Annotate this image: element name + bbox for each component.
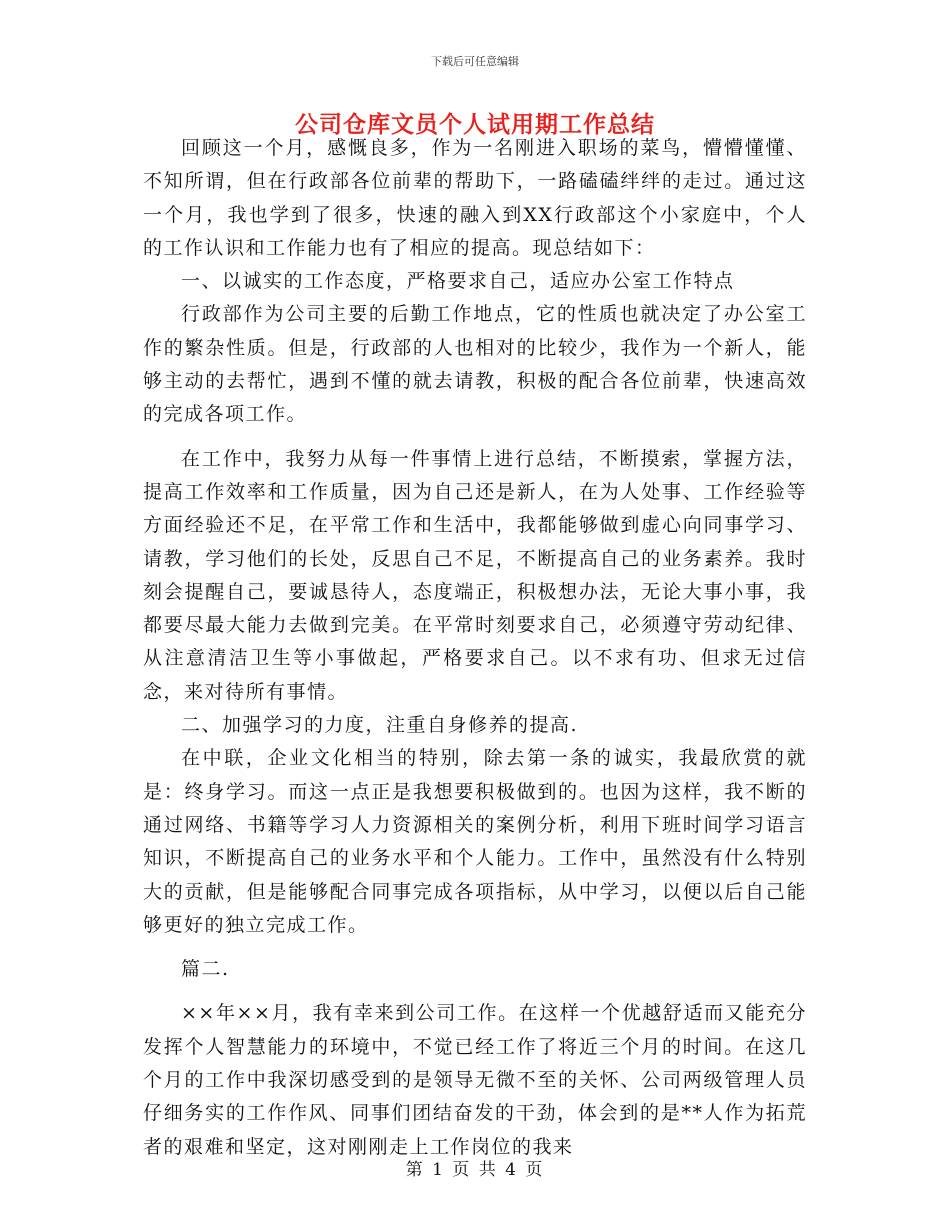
page-number-footer: 第 1 页 共 4 页 bbox=[405, 1160, 545, 1180]
section-heading-part-two: 篇二. bbox=[181, 958, 230, 981]
header-note: 下载后可任意编辑 bbox=[431, 55, 519, 68]
paragraph: 在中联，企业文化相当的特别，除去第一条的诚实，我最欣赏的就是：终身学习。而这一点正是我想要积极做到的。也因为这样，我不断的通过网络、书籍等学习人力资源相关的案例分析，利用下班时间学习语言知识，不断提高自己的业务水平和个人能力。工作中，虽然没有什么特别大的贡献，但是能够配合同事完成各项指标，从中学习，以便以后自己能够更好的独立完成工作。 bbox=[143, 747, 807, 936]
paragraph-intro: 回顾这一个月，感慨良多，作为一名刚进入职场的菜鸟，懵懵懂懂、不知所谓，但在行政部各位前辈的帮助下，一路磕磕绊绊的走过。通过这一个月，我也学到了很多，快速的融入到XX行政部这个小家庭中，个人的工作认识和工作能力也有了相应的提高。现总结如下： bbox=[143, 137, 807, 259]
section-heading-2: 二、加强学习的力度，注重自身修养的提高. bbox=[181, 714, 579, 737]
document-title: 公司仓库文员个人试用期工作总结 bbox=[295, 111, 655, 138]
section-heading-1: 一、以诚实的工作态度，严格要求自己，适应办公室工作特点 bbox=[181, 270, 735, 293]
paragraph: ××年××月，我有幸来到公司工作。在这样一个优越舒适而又能充分发挥个人智慧能力的环境中，不觉已经工作了将近三个月的时间。在这几个月的工作中我深切感受到的是领导无微不至的关怀、公司两级管理人员仔细务实的工作作风、同事们团结奋发的干劲，体会到的是**人作为拓荒者的艰难和坚定，这对刚刚走上工作岗位的我来 bbox=[143, 1002, 807, 1158]
paragraph: 行政部作为公司主要的后勤工作地点，它的性质也就决定了办公室工作的繁杂性质。但是，行政部的人也相对的比较少，我作为一个新人，能够主动的去帮忙，遇到不懂的就去请教，积极的配合各位前辈，快速高效的完成各项工作。 bbox=[143, 303, 807, 426]
paragraph: 在工作中，我努力从每一件事情上进行总结，不断摸索，掌握方法，提高工作效率和工作质量，因为自己还是新人，在为人处事、工作经验等方面经验还不足，在平常工作和生活中，我都能够做到虚心向同事学习、请教，学习他们的长处，反思自己不足，不断提高自己的业务素养。我时刻会提醒自己，要诚恳待人，态度端正，积极想办法，无论大事小事，我都要尽最大能力去做到完美。在平常时刻要求自己，必须遵守劳动纪律、从注意清洁卫生等小事做起，严格要求自己。以不求有功、但求无过信念，来对待所有事情。 bbox=[143, 447, 807, 703]
document-body bbox=[143, 132, 807, 1164]
